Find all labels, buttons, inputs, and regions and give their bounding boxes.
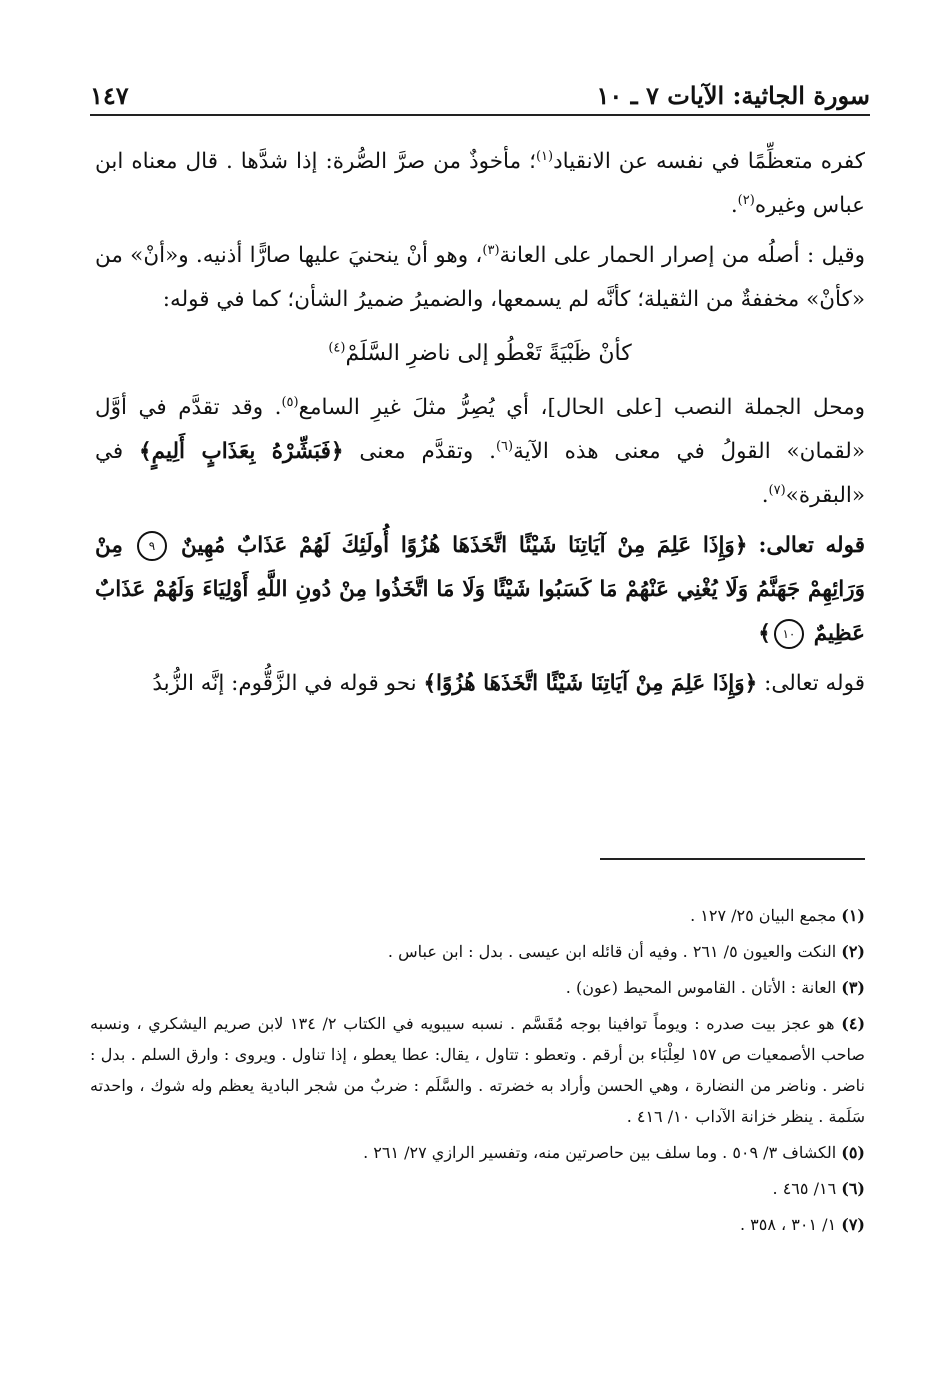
- footnote-text: الكشاف ٣/ ٥٠٩ . وما سلف بين حاصرتين منه، وتفسير الرازي ٢٧/ ٢٦١ .: [363, 1143, 837, 1162]
- footnote-ref[interactable]: (١): [535, 148, 554, 164]
- footnote-number: (٧): [841, 1215, 865, 1234]
- footnote: [90, 1209, 865, 1240]
- footnote-divider: [600, 858, 865, 860]
- paragraph-1: [95, 140, 865, 228]
- page-number: ١٤٧: [90, 81, 129, 110]
- footnote-text: ١/ ٣٠١ ، ٣٥٨ .: [740, 1215, 837, 1234]
- text-segment: .: [730, 193, 738, 218]
- text-segment: وقيل : أصلُه من إصرار الحمار على العانة: [499, 243, 865, 268]
- verse-text: كأنْ ظَبْيَةً تَعْطُو إلى ناضرِ السَّلَمْ: [345, 341, 632, 366]
- header-divider: [90, 114, 870, 116]
- text-segment: . وتقدَّم معنى: [359, 439, 496, 464]
- footnote-number: (٥): [841, 1143, 865, 1162]
- quran-quote: ﴿وَإِذَا عَلِمَ مِنْ آيَاتِنَا شَيْئًا اتَّخَذَهَا هُزُوًا﴾: [423, 671, 758, 696]
- footnote: [90, 1008, 865, 1132]
- text-segment: . وقد تقدَّم في أوَّل «لقمان» القولُ في معنى هذه الآية: [95, 395, 866, 464]
- footnote: [90, 936, 865, 967]
- paragraph-2: [95, 234, 865, 322]
- quran-text: مِنْ وَرَائِهِمْ جَهَنَّمُ وَلَا يُغْنِي عَنْهُمْ مَا كَسَبُوا شَيْئًا وَلَا مَا اتَّخَذُوا مِنْ دُونِ اللَّهِ أَوْلِيَاءَ وَلَهُمْ عَذَابٌ عَظِيمٌ: [95, 533, 865, 646]
- footnote-ref[interactable]: (٢): [737, 192, 755, 208]
- footnote-ref[interactable]: (٥): [281, 394, 299, 410]
- paragraph-5: [95, 662, 865, 706]
- footnote-number: (٦): [841, 1179, 865, 1198]
- footnote-number: (١): [841, 906, 865, 925]
- paragraph-3: [95, 386, 865, 518]
- chapter-title: سورة الجاثية: الآيات ٧ ـ ١٠: [596, 81, 870, 110]
- text-segment: كفره متعظِّمًا في نفسه عن الانقياد: [553, 149, 866, 174]
- quran-bracket: ﴾: [758, 621, 771, 646]
- poetry-verse: [95, 332, 865, 376]
- text-segment: قوله تعالى:: [764, 671, 865, 696]
- footnote-ref[interactable]: (٤): [328, 340, 346, 356]
- footnote-ref[interactable]: (٣): [482, 242, 500, 258]
- footnote-number: (٢): [841, 942, 865, 961]
- text-segment: ومحل الجملة النصب [على الحال]، أي يُصِرُّ مثلَ غيرِ السامع: [298, 395, 866, 420]
- text-segment: في «البقرة»: [95, 439, 865, 508]
- footnote-text: النكت والعيون ٥/ ٢٦١ . وفيه أن قائله ابن عيسى . بدل : ابن عباس .: [387, 942, 837, 961]
- text-segment: نحو قوله في الزَّقُّوم: إنَّه الزُّبدُ: [152, 671, 417, 696]
- footnote-number: (٤): [841, 1014, 866, 1033]
- verse-section: [95, 524, 865, 656]
- footnote-ref[interactable]: (٧): [768, 482, 786, 498]
- section-label: قوله تعالى:: [758, 533, 865, 558]
- running-header: [90, 70, 870, 110]
- main-text: [95, 140, 865, 712]
- footnote: [90, 900, 865, 931]
- quran-text: ﴿وَإِذَا عَلِمَ مِنْ آيَاتِنَا شَيْئًا اتَّخَذَهَا هُزُوًا أُولَئِكَ لَهُمْ عَذَابٌ مُهِينٌ: [181, 533, 748, 558]
- footnote-text: مجمع البيان ٢٥/ ١٢٧ .: [690, 906, 837, 925]
- footnote-ref[interactable]: (٦): [495, 438, 514, 454]
- text-segment: ؛ مأخوذٌ من صرَّ الصُّرة: إذا شدَّها . قال معناه ابن عباس وغيره: [95, 149, 865, 218]
- footnote: [90, 1137, 865, 1168]
- text-segment: .: [761, 483, 769, 508]
- footnotes: [90, 900, 865, 1245]
- footnote-text: هو عجز بيت صدره : ويوماً توافينا بوجه مُقَسَّم . نسبه سيبويه في الكتاب ٢/ ١٣٤ لابن صريم اليشكري ، ونسبه صاحب الأصمعيات ص ١٥٧ لعِلْبَاء بن أرقم . وتعطو : تتاول ، يقال: عطا يعطو ، إذا تناول . ويروى : وارق السلم . بدل : ناضر . وناضر من النضارة ، وهي الحسن وأراد به خضرته . والسَّلَم : ضربٌ من شجر البادية يعظم وله شوك ، واحدته سَلَمة . ينظر خزانة الآداب ١٠/ ٤١٦ .: [90, 1014, 865, 1126]
- footnote: [90, 972, 865, 1003]
- ayah-number-icon: ١٠: [774, 619, 804, 649]
- quran-quote: ﴿فَبَشِّرْهُ بِعَذَابٍ أَلِيمٍ﴾: [139, 439, 344, 464]
- footnote-text: ١٦/ ٤٦٥ .: [772, 1179, 837, 1198]
- ayah-number-icon: ٩: [137, 531, 167, 561]
- text-segment: ، وهو أنْ ينحنيَ عليها صارًّا أذنيه. و«أنْ» من «كأنْ» مخففةٌ من الثقيلة؛ كأنَّه لم يسمعها، والضميرُ ضميرُ الشأن؛ كما في قوله:: [95, 243, 865, 312]
- footnote: [90, 1173, 865, 1204]
- footnote-text: العانة : الأتان . القاموس المحيط (عون) .: [565, 978, 837, 997]
- footnote-number: (٣): [841, 978, 865, 997]
